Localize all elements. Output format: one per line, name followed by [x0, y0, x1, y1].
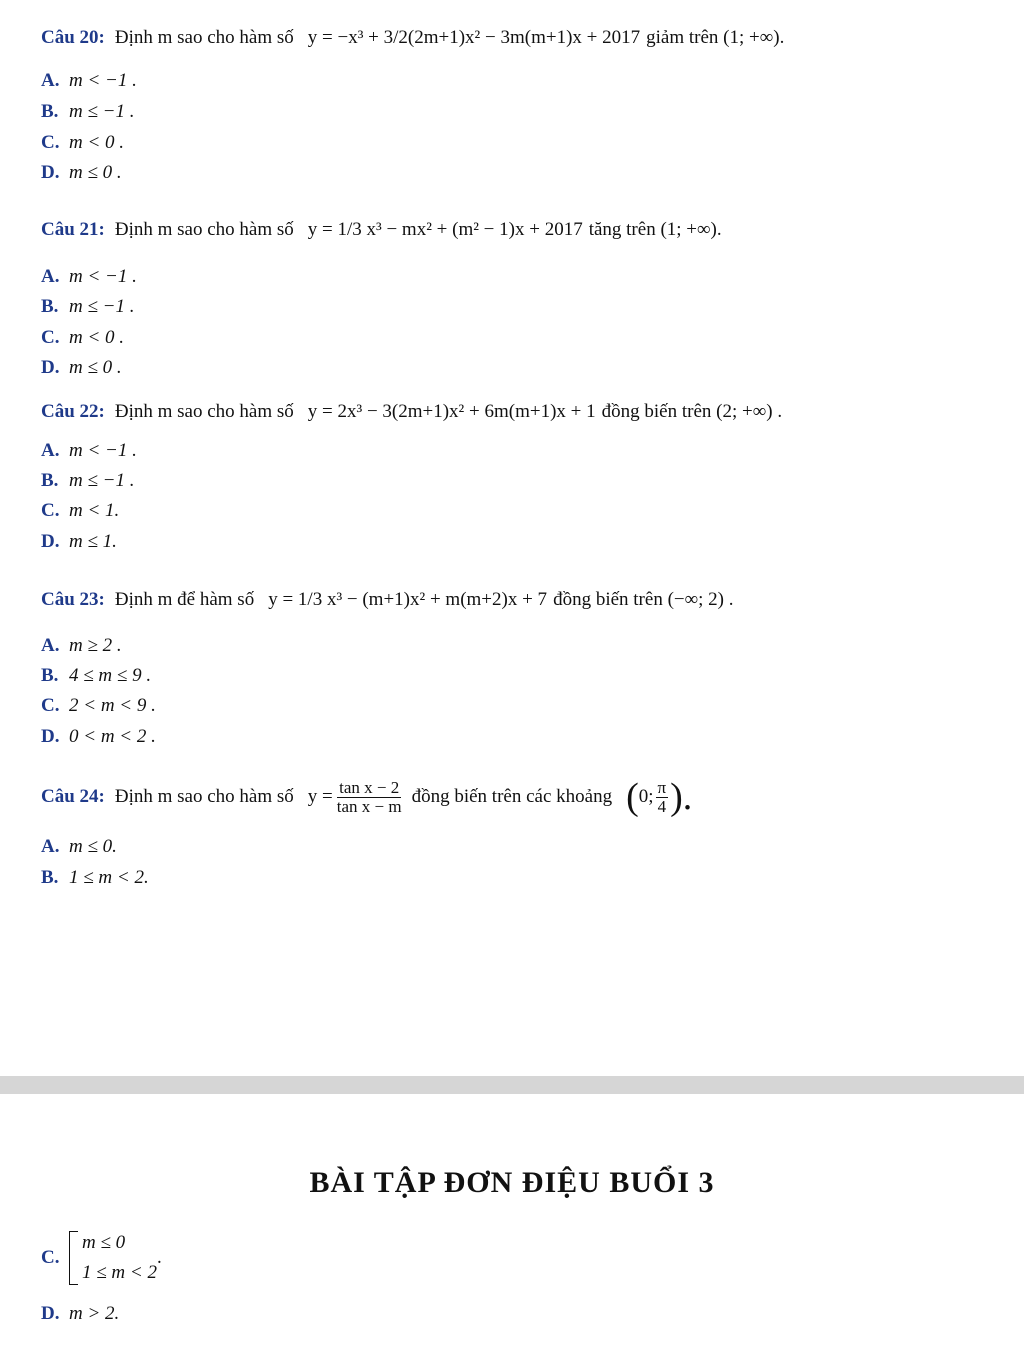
- option-d[interactable]: D. m > 2.: [41, 1303, 120, 1324]
- question-text: Định m sao cho hàm số: [114, 401, 294, 422]
- question-formula: y = 2x³ − 3(2m+1)x² + 6m(m+1)x + 1: [307, 401, 596, 422]
- formula-fraction: $\frac{\text{tan x − 2}}{\text{tan x − m}}$: [336, 777, 402, 816]
- question-formula: y = $\frac{\text{tan x − 2}}{\text{tan x − m}}$: [307, 777, 402, 816]
- option-d[interactable]: D. m ≤ 1.: [41, 531, 117, 552]
- question-label: Câu 20:: [41, 27, 105, 48]
- question-formula: y = −x³ + 3/2(2m+1)x² − 3m(m+1)x + 2017: [307, 27, 641, 48]
- question-label: Câu 23:: [41, 589, 105, 610]
- question-condition: đồng biến trên (−∞; 2) .: [553, 589, 734, 610]
- option-c[interactable]: C. m ≤ 0 1 ≤ m < 2 .: [41, 1228, 162, 1288]
- question-22: [41, 396, 790, 428]
- option-a[interactable]: A. m < −1 .: [41, 266, 137, 287]
- question-text: Định m sao cho hàm số: [114, 786, 294, 807]
- page-title: BÀI TẬP ĐƠN ĐIỆU BUỔI 3: [309, 1166, 715, 1199]
- question-label: Câu 24:: [41, 786, 105, 807]
- option-a[interactable]: A. m ≤ 0.: [41, 836, 117, 857]
- option-c[interactable]: C. 2 < m < 9 .: [41, 695, 156, 716]
- option-a[interactable]: A. m < −1 .: [41, 440, 137, 461]
- question-condition: đồng biến trên (2; +∞) .: [601, 401, 783, 422]
- option-b[interactable]: B. m ≤ −1 .: [41, 101, 135, 122]
- question-formula: y = 1/3 x³ − mx² + (m² − 1)x + 2017: [307, 219, 583, 240]
- interval: ( 0; $\frac{\pi}{4}$ ).: [626, 776, 693, 818]
- option-d[interactable]: D. 0 < m < 2 .: [41, 726, 156, 747]
- option-c[interactable]: C. m < 0 .: [41, 132, 125, 153]
- question-condition: tăng trên (1; +∞).: [588, 219, 722, 240]
- question-label: Câu 21:: [41, 219, 105, 240]
- option-a[interactable]: A. m ≥ 2 .: [41, 635, 122, 656]
- question-formula: y = 1/3 x³ − (m+1)x² + m(m+2)x + 7: [268, 589, 548, 610]
- option-c[interactable]: C. m < 0 .: [41, 327, 125, 348]
- question-text: Định m sao cho hàm số: [114, 219, 294, 240]
- question-23: [41, 580, 742, 620]
- question-text: Định m để hàm số: [114, 589, 255, 610]
- page-separator: [0, 1076, 1024, 1094]
- bracket-icon: [69, 1231, 78, 1285]
- question-24: [41, 770, 698, 824]
- option-b[interactable]: B. m ≤ −1 .: [41, 296, 135, 317]
- option-c-system: m ≤ 0 1 ≤ m < 2 .: [69, 1228, 162, 1288]
- option-c[interactable]: C. m < 1.: [41, 500, 120, 521]
- question-text: Định m sao cho hàm số: [114, 27, 294, 48]
- question-20: [41, 18, 792, 58]
- question-condition: giảm trên (1; +∞).: [646, 27, 785, 48]
- interval-fraction: $\frac{\pi}{4}$: [657, 777, 667, 816]
- option-b[interactable]: B. m ≤ −1 .: [41, 470, 135, 491]
- option-d[interactable]: D. m ≤ 0 .: [41, 162, 122, 183]
- option-a[interactable]: A. m < −1 .: [41, 70, 137, 91]
- question-label: Câu 22:: [41, 401, 105, 422]
- question-condition: đồng biến trên các khoảng: [411, 786, 613, 807]
- option-b[interactable]: B. 1 ≤ m < 2.: [41, 867, 149, 888]
- option-d[interactable]: D. m ≤ 0 .: [41, 357, 122, 378]
- option-b[interactable]: B. 4 ≤ m ≤ 9 .: [41, 665, 152, 686]
- question-21: [41, 210, 730, 250]
